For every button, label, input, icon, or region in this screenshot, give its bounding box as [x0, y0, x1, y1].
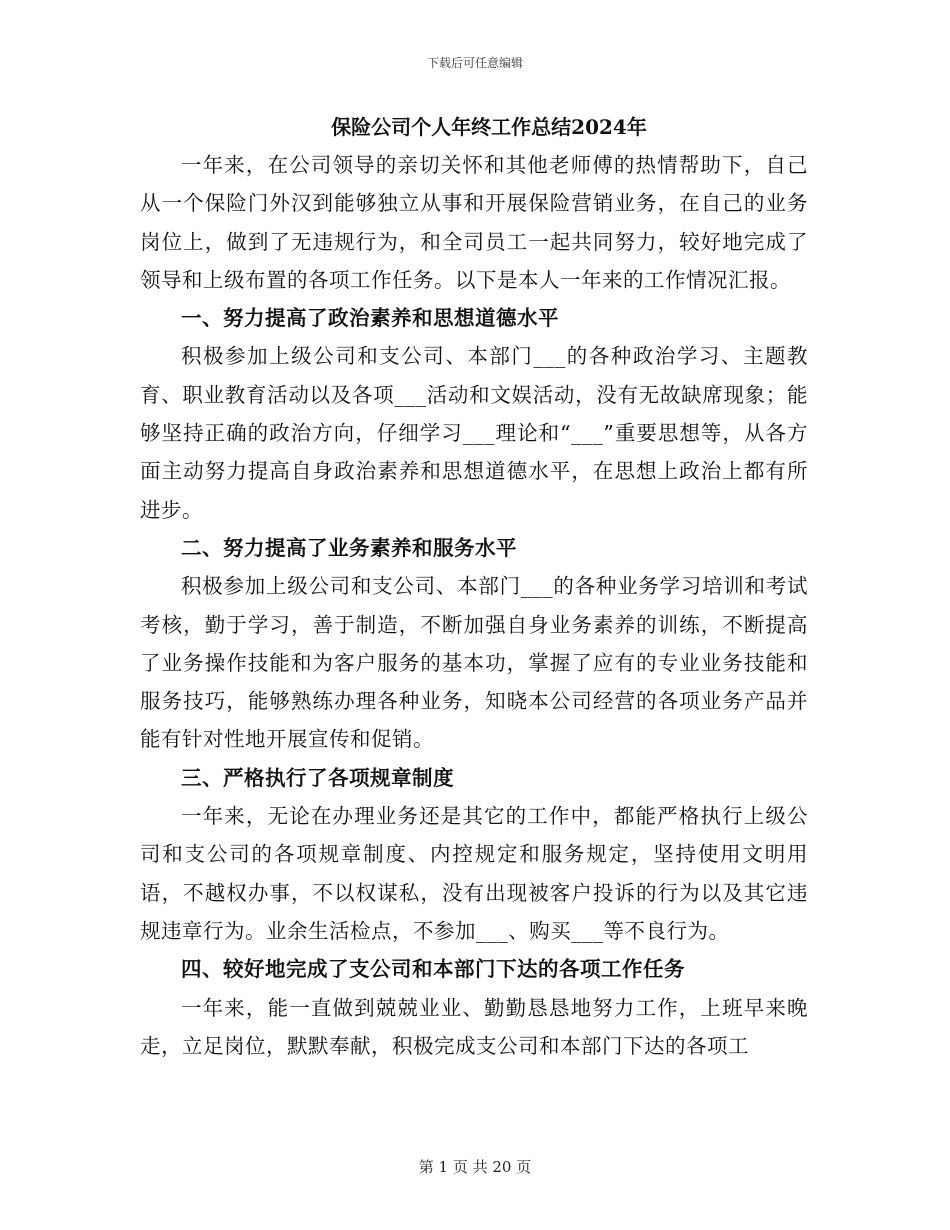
document-body [140, 108, 808, 1065]
section-heading-3: 三、严格执行了各项规章制度 [181, 765, 454, 790]
section-body-2: 积极参加上级公司和支公司、本部门___的各种业务学习培训和考试考核，勤于学习，善于制造，不断加强自身业务素养的训练，不断提高了业务操作技能和为客户服务的基本功，掌握了应有的专业业务技能和服务技巧，能够熟练办理各种业务，知晓本公司经营的各项业务产品并能有针对性地开展宣传和促销。 [140, 574, 808, 752]
section-heading-1: 一、努力提高了政治素养和思想道德水平 [181, 306, 559, 331]
section-heading-4: 四、较好地完成了支公司和本部门下达的各项工作任务 [181, 957, 685, 982]
document-title: 保险公司个人年终工作总结2024年 [331, 115, 647, 139]
intro-paragraph: 一年来，在公司领导的亲切关怀和其他老师傅的热情帮助下，自己从一个保险门外汉到能够独立从事和开展保险营销业务，在自己的业务岗位上，做到了无违规行为，和全司员工一起共同努力，较好地完成了领导和上级布置的各项工作任务。以下是本人一年来的工作情况汇报。 [140, 153, 808, 292]
page-number: 第 1 页 共 20 页 [418, 1158, 532, 1176]
section-body-1: 积极参加上级公司和支公司、本部门___的各种政治学习、主题教育、职业教育活动以及各项___活动和文娱活动，没有无故缺席现象；能够坚持正确的政治方向，仔细学习___理论和“___”重要思想等，从各方面主动努力提高自身政治素养和思想道德水平，在思想上政治上都有所进步。 [140, 344, 808, 522]
section-body-4: 一年来，能一直做到兢兢业业、勤勤恳恳地努力工作，上班早来晚走，立足岗位，默默奉献，积极完成支公司和本部门下达的各项工 [140, 995, 808, 1058]
section-heading-2: 二、努力提高了业务素养和服务水平 [181, 535, 517, 560]
header-note: 下载后可任意编辑 [426, 56, 523, 70]
section-body-3: 一年来，无论在办理业务还是其它的工作中，都能严格执行上级公司和支公司的各项规章制度、内控规定和服务规定，坚持使用文明用语，不越权办事，不以权谋私，没有出现被客户投诉的行为以及其它违规违章行为。业余生活检点，不参加___、购买___等不良行为。 [140, 804, 808, 943]
